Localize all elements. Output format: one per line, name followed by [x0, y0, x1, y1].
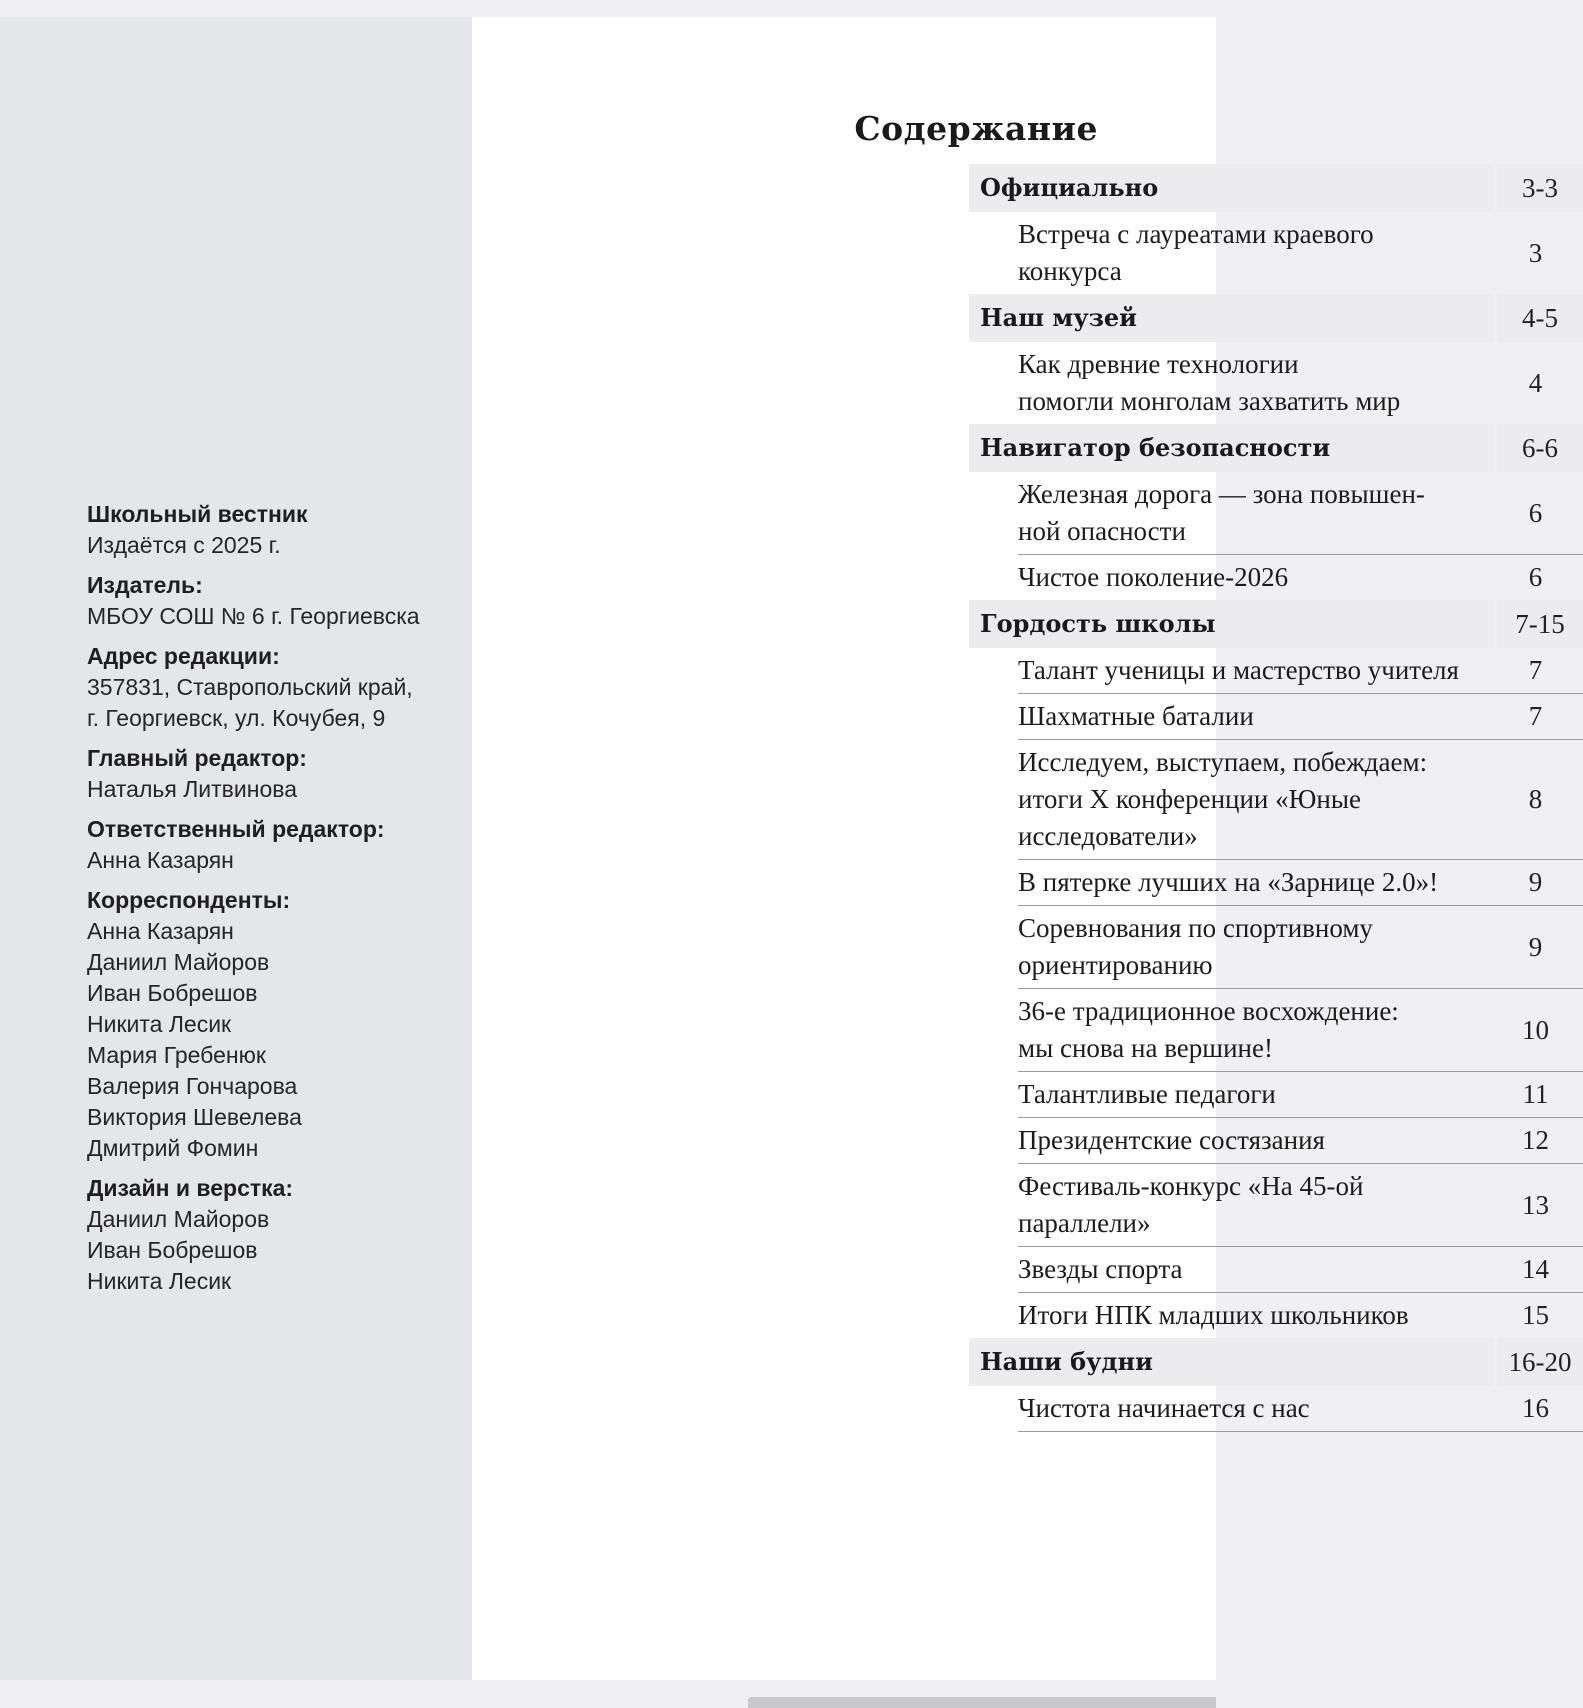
imprint-label: Ответственный редактор:	[87, 816, 385, 842]
entry-title: Талантливые педагоги	[1018, 1079, 1276, 1109]
imprint-line: Виктория Шевелева	[87, 1104, 302, 1130]
imprint-label: Адрес редакции:	[87, 643, 280, 669]
entry-title: Звезды спорта	[1018, 1254, 1183, 1284]
imprint-label: Издатель:	[87, 572, 203, 598]
entry-title: Шахматные баталии	[1018, 701, 1254, 731]
section-page-range: 16-20	[1497, 1338, 1583, 1386]
toc-entry[interactable]	[1018, 740, 1583, 860]
scrollbar[interactable]	[748, 1697, 1216, 1708]
toc-entry[interactable]	[1018, 1118, 1583, 1164]
toc-section[interactable]	[969, 1338, 1583, 1386]
toc-section[interactable]	[969, 600, 1583, 648]
imprint-block	[87, 814, 467, 876]
imprint-label: Главный редактор:	[87, 745, 307, 771]
imprint-block	[87, 885, 467, 1164]
entry-title: Железная дорога — зона повышен- ной опасности	[1018, 479, 1425, 546]
top-margin	[0, 0, 1216, 17]
toc-entry[interactable]	[1018, 1247, 1583, 1293]
toc-entry[interactable]	[1018, 212, 1583, 294]
imprint-line: 357831, Ставропольский край,	[87, 674, 413, 700]
imprint-line: Никита Лесик	[87, 1268, 232, 1294]
section-title: Гордость школы	[969, 600, 1493, 648]
toc-entry[interactable]	[1018, 989, 1583, 1072]
entry-page-number: 11	[1522, 1079, 1549, 1109]
entry-page-number: 12	[1522, 1125, 1549, 1155]
imprint-line: Иван Бобрешов	[87, 1237, 258, 1263]
imprint-label: Корреспонденты:	[87, 887, 291, 913]
entry-title: Встреча с лауреатами краевого конкурса	[1018, 219, 1374, 286]
entry-title: В пятерке лучших на «Зарнице 2.0»!	[1018, 867, 1439, 897]
imprint-line: Мария Гребенюк	[87, 1042, 266, 1068]
imprint-line: Издаётся с 2025 г.	[87, 532, 281, 558]
toc-section[interactable]	[969, 164, 1583, 212]
entry-title: Чистое поколение-2026	[1018, 562, 1289, 592]
section-page-range: 4-5	[1497, 294, 1583, 342]
toc-entry[interactable]	[1018, 1293, 1583, 1338]
imprint-block	[87, 499, 467, 561]
imprint-line: Анна Казарян	[87, 847, 234, 873]
section-page-range: 6-6	[1497, 424, 1583, 472]
entry-page-number: 16	[1522, 1393, 1549, 1423]
entry-title: Президентские состязания	[1018, 1125, 1325, 1155]
toc-entry[interactable]	[1018, 1386, 1583, 1432]
toc-entry[interactable]	[1018, 694, 1583, 740]
imprint-panel	[0, 17, 472, 1680]
entry-title: Соревнования по спортивному ориентированию	[1018, 913, 1373, 980]
entry-title: Итоги НПК младших школьников	[1018, 1300, 1409, 1330]
entry-page-number: 14	[1522, 1254, 1549, 1284]
imprint-line: Иван Бобрешов	[87, 980, 258, 1006]
entry-page-number: 10	[1522, 1014, 1549, 1045]
table-of-contents	[969, 164, 1583, 1432]
entry-title: Талант ученицы и мастерство учителя	[1018, 655, 1459, 685]
entry-page-number: 6	[1528, 497, 1543, 528]
imprint-block	[87, 641, 467, 734]
toc-entry[interactable]	[1018, 555, 1583, 600]
toc-entry[interactable]	[1018, 1164, 1583, 1247]
entry-page-number: 7	[1528, 701, 1543, 731]
imprint-block	[87, 1173, 467, 1297]
imprint-line: Наталья Литвинова	[87, 776, 297, 802]
entry-page-number: 9	[1528, 931, 1543, 962]
toc-entry[interactable]	[1018, 648, 1583, 694]
entry-page-number: 3	[1528, 237, 1543, 268]
toc-entry[interactable]	[1018, 1072, 1583, 1118]
imprint-label: Школьный вестник	[87, 501, 308, 527]
imprint-line: Дмитрий Фомин	[87, 1135, 259, 1161]
section-title: Наш музей	[969, 294, 1493, 342]
entry-page-number: 8	[1528, 784, 1543, 814]
entry-title: Фестиваль-конкурс «На 45-ой параллели»	[1018, 1171, 1364, 1238]
imprint	[87, 499, 467, 1306]
toc-entry[interactable]	[1018, 342, 1583, 424]
section-page-range: 7-15	[1497, 600, 1583, 648]
toc-section[interactable]	[969, 424, 1583, 472]
entry-title: Как древние технологии помогли монголам захватить мир	[1018, 349, 1401, 416]
toc-section[interactable]	[969, 294, 1583, 342]
entry-page-number: 6	[1528, 562, 1543, 592]
entry-page-number: 4	[1528, 367, 1543, 398]
section-title: Официально	[969, 164, 1493, 212]
entry-title: 36-е традиционное восхождение: мы снова на вершине!	[1018, 996, 1399, 1063]
imprint-block	[87, 570, 467, 632]
imprint-line: Даниил Майоров	[87, 1206, 270, 1232]
toc-entry[interactable]	[1018, 906, 1583, 989]
imprint-line: Даниил Майоров	[87, 949, 270, 975]
section-title: Навигатор безопасности	[969, 424, 1493, 472]
entry-page-number: 15	[1522, 1300, 1549, 1330]
imprint-line: Анна Казарян	[87, 918, 234, 944]
imprint-label: Дизайн и верстка:	[87, 1175, 294, 1201]
entry-page-number: 9	[1528, 867, 1543, 897]
section-page-range: 3-3	[1497, 164, 1583, 212]
entry-page-number: 13	[1522, 1189, 1549, 1220]
entry-title: Чистота начинается с нас	[1018, 1393, 1310, 1423]
entry-title: Исследуем, выступаем, побеждаем: итоги X конференции «Юные исследователи»	[1018, 747, 1428, 851]
imprint-line: Никита Лесик	[87, 1011, 232, 1037]
entry-page-number: 7	[1528, 655, 1543, 685]
section-title: Наши будни	[969, 1338, 1493, 1386]
toc-entry[interactable]	[1018, 472, 1583, 555]
toc-entry[interactable]	[1018, 860, 1583, 906]
imprint-line: г. Георгиевск, ул. Кочубея, 9	[87, 705, 386, 731]
imprint-line: Валерия Гончарова	[87, 1073, 298, 1099]
imprint-line: МБОУ СОШ № 6 г. Георгиевска	[87, 603, 420, 629]
contents-panel	[472, 17, 1572, 1680]
page-title: Содержание	[854, 109, 1098, 148]
imprint-block	[87, 743, 467, 805]
